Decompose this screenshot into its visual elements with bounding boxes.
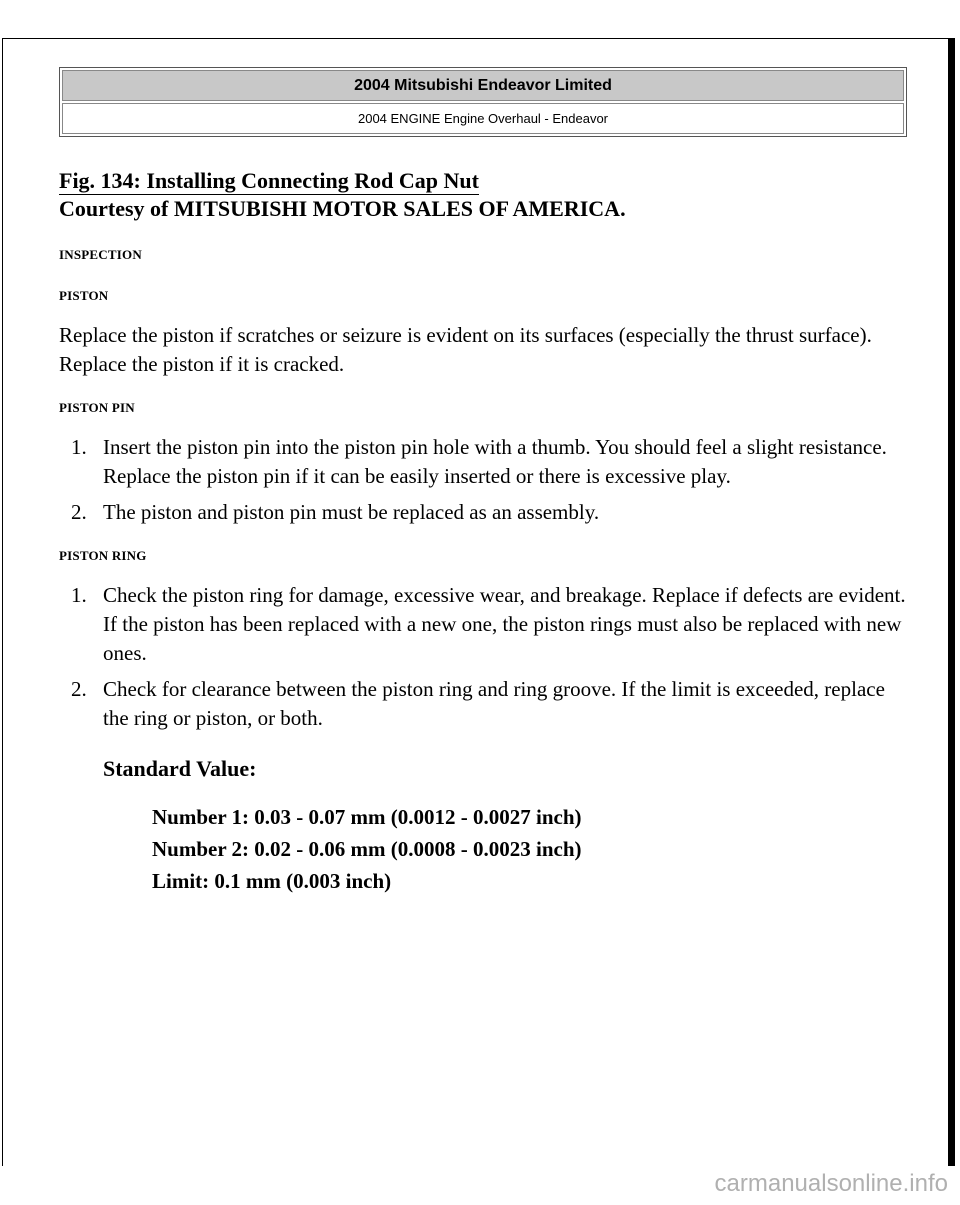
list-number: 2. — [71, 500, 87, 524]
section-heading-piston-ring: PISTON RING — [59, 548, 147, 563]
standard-value-label: Standard Value: — [103, 756, 257, 781]
list-item-text: Check the piston ring for damage, excessive wear, and breakage. Replace if defects are evident. If the piston has been replaced with a new one, the piston rings must also be replaced with new ones. — [103, 583, 906, 665]
figure-courtesy: Courtesy of MITSUBISHI MOTOR SALES OF AMERICA. — [59, 196, 626, 221]
list-item — [59, 433, 909, 491]
piston-pin-steps — [59, 433, 909, 527]
section-heading-inspection: INSPECTION — [59, 247, 142, 262]
piston-ring-steps — [59, 581, 909, 733]
document-body — [59, 168, 909, 897]
list-number: 1. — [71, 583, 87, 607]
list-item — [59, 498, 909, 527]
list-item-text: Check for clearance between the piston ring and ring groove. If the limit is exceeded, replace the ring or piston, or both. — [103, 677, 885, 730]
header-title: 2004 Mitsubishi Endeavor Limited — [62, 70, 904, 101]
watermark: carmanualsonline.info — [714, 1170, 948, 1197]
spec-item: Limit: 0.1 mm (0.003 inch) — [152, 869, 392, 893]
section-heading-piston: PISTON — [59, 288, 109, 303]
list-item — [59, 581, 909, 668]
list-item — [59, 675, 909, 733]
piston-paragraph: Replace the piston if scratches or seizure is evident on its surfaces (especially the thrust surface). Replace the piston if it is cracked. — [59, 323, 872, 376]
section-heading-piston-pin: PISTON PIN — [59, 400, 135, 415]
list-number: 2. — [71, 677, 87, 701]
spec-list — [59, 801, 909, 897]
page-frame-left — [2, 38, 3, 1166]
document-header — [59, 67, 907, 137]
list-number: 1. — [71, 435, 87, 459]
spec-item: Number 1: 0.03 - 0.07 mm (0.0012 - 0.0027 inch) — [152, 805, 582, 829]
list-item-text: The piston and piston pin must be replaced as an assembly. — [103, 500, 600, 524]
spec-item: Number 2: 0.02 - 0.06 mm (0.0008 - 0.0023 inch) — [152, 837, 582, 861]
page-frame-top — [2, 38, 948, 39]
header-subtitle: 2004 ENGINE Engine Overhaul - Endeavor — [62, 103, 904, 134]
list-item-text: Insert the piston pin into the piston pin hole with a thumb. You should feel a slight resistance. Replace the piston pin if it can be easily inserted or there is excessive play. — [103, 435, 887, 488]
figure-caption: Fig. 134: Installing Connecting Rod Cap Nut — [59, 168, 479, 193]
page-frame-right — [948, 38, 955, 1166]
